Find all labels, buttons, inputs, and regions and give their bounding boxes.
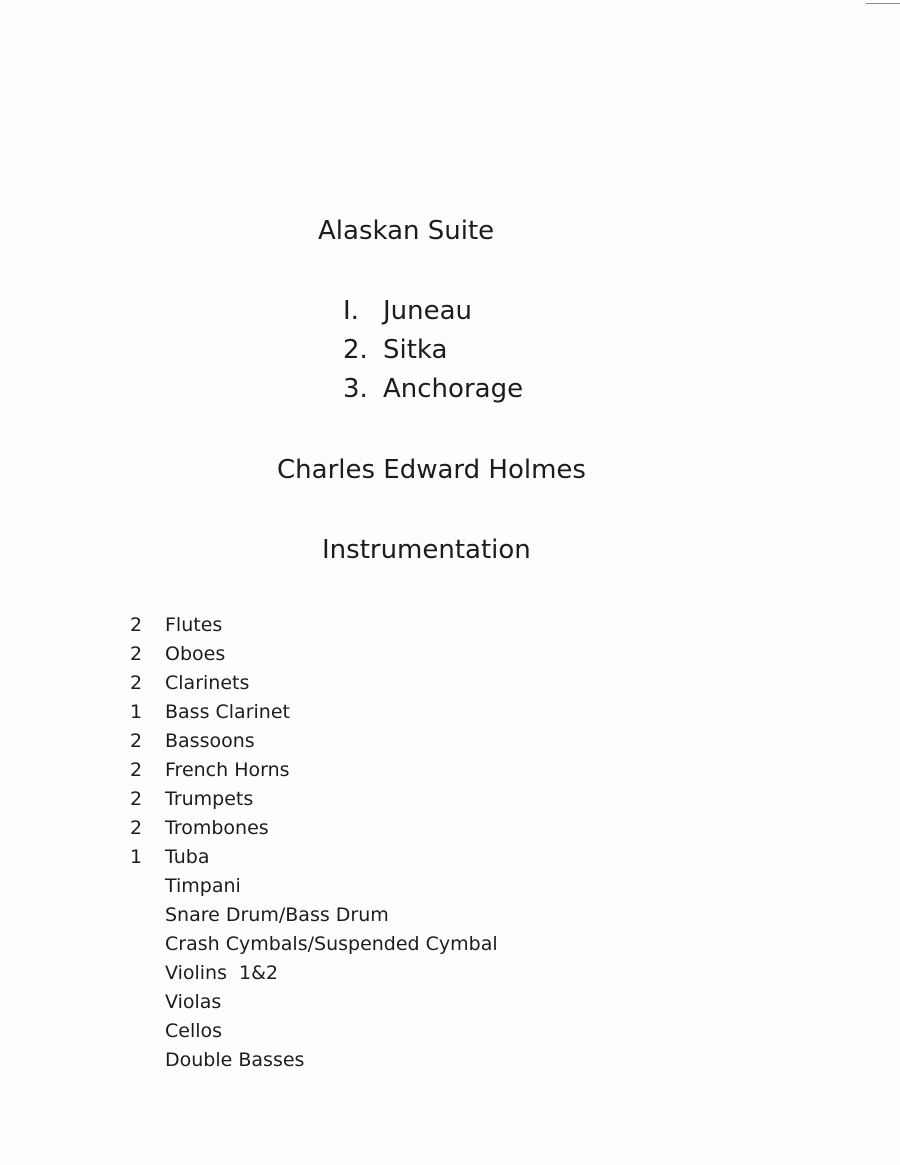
instrument-quantity: 2 <box>130 614 143 636</box>
instrument-item <box>130 872 498 901</box>
instrument-item <box>130 901 498 930</box>
instrument-quantity: 2 <box>130 730 143 752</box>
instrument-quantity: 1 <box>130 701 143 723</box>
instrument-name: Violins 1&2 <box>165 962 279 984</box>
movement-number: I. <box>343 296 359 326</box>
instrument-item <box>130 640 498 669</box>
instrument-name: Oboes <box>165 643 226 665</box>
instrument-item <box>130 959 498 988</box>
instrument-name: Double Basses <box>165 1049 305 1071</box>
movement-number: 2. <box>343 335 368 365</box>
instrument-quantity: 2 <box>130 672 143 694</box>
instrument-name: Bassoons <box>165 730 255 752</box>
instrument-name: Trumpets <box>165 788 254 810</box>
instrument-name: Bass Clarinet <box>165 701 290 723</box>
instrument-quantity: 2 <box>130 643 143 665</box>
instrument-item <box>130 756 498 785</box>
movement-list <box>343 292 523 409</box>
instrument-item <box>130 843 498 872</box>
instrument-name: Trombones <box>165 817 269 839</box>
scan-edge-mark <box>866 3 900 4</box>
instrument-quantity: 2 <box>130 817 143 839</box>
instrument-name: Snare Drum/Bass Drum <box>165 904 389 926</box>
instrument-item <box>130 785 498 814</box>
instrument-item <box>130 988 498 1017</box>
instrument-item <box>130 669 498 698</box>
instrument-name: Timpani <box>165 875 241 897</box>
movement-name: Sitka <box>383 335 448 365</box>
instrument-name: Flutes <box>165 614 223 636</box>
movement-item <box>343 370 523 409</box>
movement-item <box>343 331 523 370</box>
instrument-quantity: 2 <box>130 788 143 810</box>
instrument-item <box>130 814 498 843</box>
movement-name: Anchorage <box>383 374 524 404</box>
instrument-item <box>130 1046 498 1075</box>
instrument-name: Tuba <box>165 846 210 868</box>
movement-name: Juneau <box>383 296 473 326</box>
movement-item <box>343 292 523 331</box>
instrument-item <box>130 698 498 727</box>
instrument-list <box>130 611 498 1075</box>
instrument-quantity: 1 <box>130 846 143 868</box>
instrument-item <box>130 727 498 756</box>
instrument-name: Violas <box>165 991 222 1013</box>
instrumentation-heading: Instrumentation <box>322 535 531 565</box>
instrument-name: French Horns <box>165 759 290 781</box>
instrument-quantity: 2 <box>130 759 143 781</box>
movement-number: 3. <box>343 374 368 404</box>
instrument-name: Cellos <box>165 1020 223 1042</box>
instrument-name: Crash Cymbals/Suspended Cymbal <box>165 933 498 955</box>
instrument-name: Clarinets <box>165 672 250 694</box>
instrument-item <box>130 1017 498 1046</box>
page-title: Alaskan Suite <box>318 216 495 246</box>
composer-name: Charles Edward Holmes <box>277 455 586 485</box>
instrument-item <box>130 611 498 640</box>
instrument-item <box>130 930 498 959</box>
